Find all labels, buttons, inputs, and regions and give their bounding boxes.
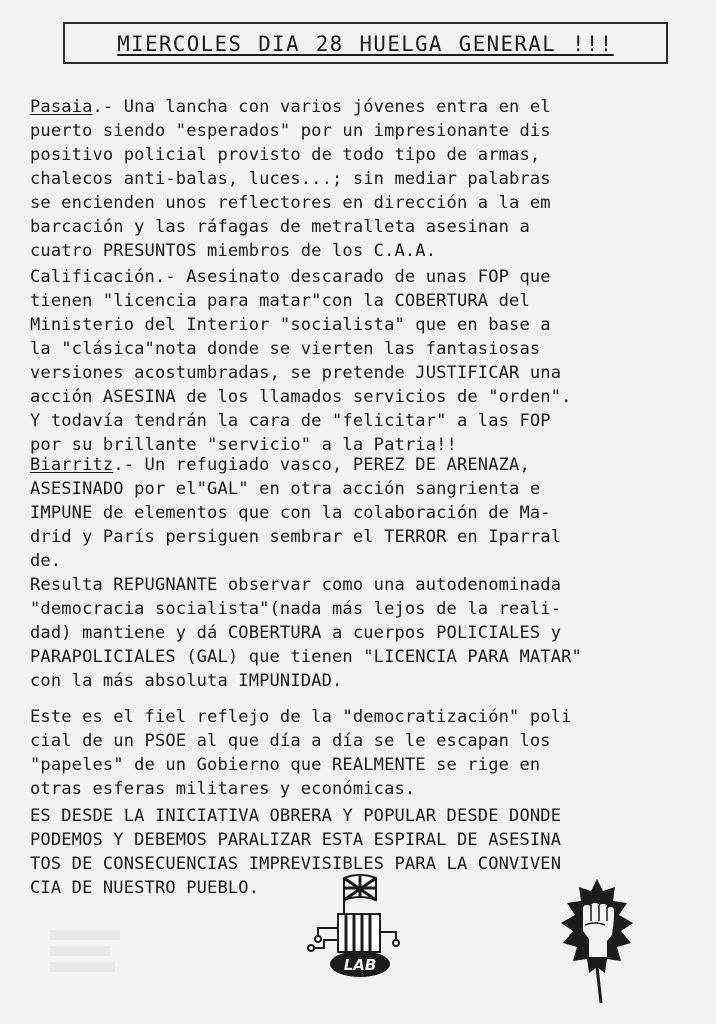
line-text: chalecos anti-balas, luces...; sin mediar palabras bbox=[30, 169, 551, 189]
text-line bbox=[30, 119, 685, 143]
paragraph-resulta bbox=[30, 573, 690, 693]
line-text: Ministerio del Interior "socialista" que en base a bbox=[30, 315, 551, 335]
place-name-heading: Biarritz bbox=[30, 455, 114, 475]
line-text: se encienden unos reflectores en dirección a la em bbox=[30, 193, 551, 213]
line-text: ES DESDE LA INICIATIVA OBRERA Y POPULAR DESDE DONDE bbox=[30, 806, 562, 826]
lab-logo-text: LAB bbox=[343, 956, 377, 974]
line-text: Este es el fiel reflejo de la "democratización" poli bbox=[30, 707, 572, 727]
line-text: dad) mantiene y dá COBERTURA a cuerpos POLICIALES y bbox=[30, 623, 562, 643]
text-line bbox=[30, 385, 685, 409]
paragraph-pasaia bbox=[30, 95, 690, 263]
raised-fist-leaf-icon bbox=[555, 875, 640, 1005]
text-line bbox=[30, 361, 685, 385]
text-line bbox=[30, 215, 685, 239]
text-line bbox=[30, 525, 685, 549]
line-text: cial de un PSOE al que día a día se le escapan los bbox=[30, 731, 551, 751]
line-text: .- Un refugiado vasco, PEREZ DE ARENAZA, bbox=[113, 455, 530, 475]
paragraph-biarritz bbox=[30, 453, 690, 573]
text-line bbox=[30, 453, 685, 477]
text-line bbox=[30, 95, 685, 119]
text-line bbox=[30, 289, 685, 313]
line-text: versiones acostumbradas, se pretende JUSTIFICAR una bbox=[30, 363, 562, 383]
line-text: acción ASESINA de los llamados servicios de "orden". bbox=[30, 387, 572, 407]
text-line bbox=[30, 549, 685, 573]
line-text: PARAPOLICIALES (GAL) que tienen "LICENCIA PARA MATAR" bbox=[30, 647, 582, 667]
text-line bbox=[30, 804, 685, 828]
line-text: Y todavía tendrán la cara de "felicitar" a las FOP bbox=[30, 411, 551, 431]
text-line bbox=[30, 501, 685, 525]
line-text: PODEMOS Y DEBEMOS PARALIZAR ESTA ESPIRAL DE ASESINA bbox=[30, 830, 562, 850]
text-line bbox=[30, 597, 685, 621]
line-text: de. bbox=[30, 551, 62, 571]
text-line bbox=[30, 265, 685, 289]
line-text: ASESINADO por el"GAL" en otra acción sangrienta e bbox=[30, 479, 541, 499]
text-line bbox=[30, 828, 685, 852]
text-line bbox=[30, 477, 685, 501]
text-line bbox=[30, 409, 685, 433]
line-text: TOS DE CONSECUENCIAS IMPREVISIBLES PARA LA CONVIVEN bbox=[30, 854, 562, 874]
line-text: puerto siendo "esperados" por un impresionante dis bbox=[30, 121, 551, 141]
text-line bbox=[30, 669, 685, 693]
line-text: otras esferas militares y económicas. bbox=[30, 779, 416, 799]
text-line bbox=[30, 239, 685, 263]
text-line bbox=[30, 313, 685, 337]
line-text: barcación y las ráfagas de metralleta asesinan a bbox=[30, 217, 530, 237]
text-line bbox=[30, 143, 685, 167]
text-line bbox=[30, 337, 685, 361]
paragraph-calificacion bbox=[30, 265, 690, 457]
line-text: IMPUNE de elementos que con la colaboración de Ma- bbox=[30, 503, 551, 523]
line-text: Calificación.- Asesinato descarado de unas FOP que bbox=[30, 267, 551, 287]
line-text: por su brillante "servicio" a la Patria!! bbox=[30, 435, 457, 455]
page-title: MIERCOLES DIA 28 HUELGA GENERAL !!! bbox=[117, 32, 614, 56]
line-text: CIA DE NUESTRO PUEBLO. bbox=[30, 878, 260, 898]
line-text: tienen "licencia para matar"con la COBERTURA del bbox=[30, 291, 530, 311]
text-line bbox=[30, 167, 685, 191]
text-line bbox=[30, 753, 685, 777]
line-text: .- Una lancha con varios jóvenes entra en el bbox=[92, 97, 551, 117]
line-text: la "clásica"nota donde se vierten las fantasiosas bbox=[30, 339, 541, 359]
text-line bbox=[30, 777, 685, 801]
line-text: positivo policial provisto de todo tipo de armas, bbox=[30, 145, 541, 165]
text-line bbox=[30, 191, 685, 215]
place-name-heading: Pasaia bbox=[30, 97, 93, 117]
faint-stamp-mark bbox=[50, 930, 130, 980]
text-line bbox=[30, 705, 685, 729]
title-box bbox=[63, 22, 668, 64]
line-text: cuatro PRESUNTOS miembros de los C.A.A. bbox=[30, 241, 437, 261]
line-text: drid y París persiguen sembrar el TERROR en Iparral bbox=[30, 527, 562, 547]
text-line bbox=[30, 645, 685, 669]
line-text: "democracia socialista"(nada más lejos de la reali- bbox=[30, 599, 562, 619]
lab-union-logo-icon bbox=[300, 870, 410, 985]
text-line bbox=[30, 729, 685, 753]
line-text: con la más absoluta IMPUNIDAD. bbox=[30, 671, 343, 691]
text-line bbox=[30, 573, 685, 597]
line-text: Resulta REPUGNANTE observar como una autodenominada bbox=[30, 575, 562, 595]
text-line bbox=[30, 621, 685, 645]
line-text: "papeles" de un Gobierno que REALMENTE se rige en bbox=[30, 755, 541, 775]
paragraph-reflejo bbox=[30, 705, 690, 801]
